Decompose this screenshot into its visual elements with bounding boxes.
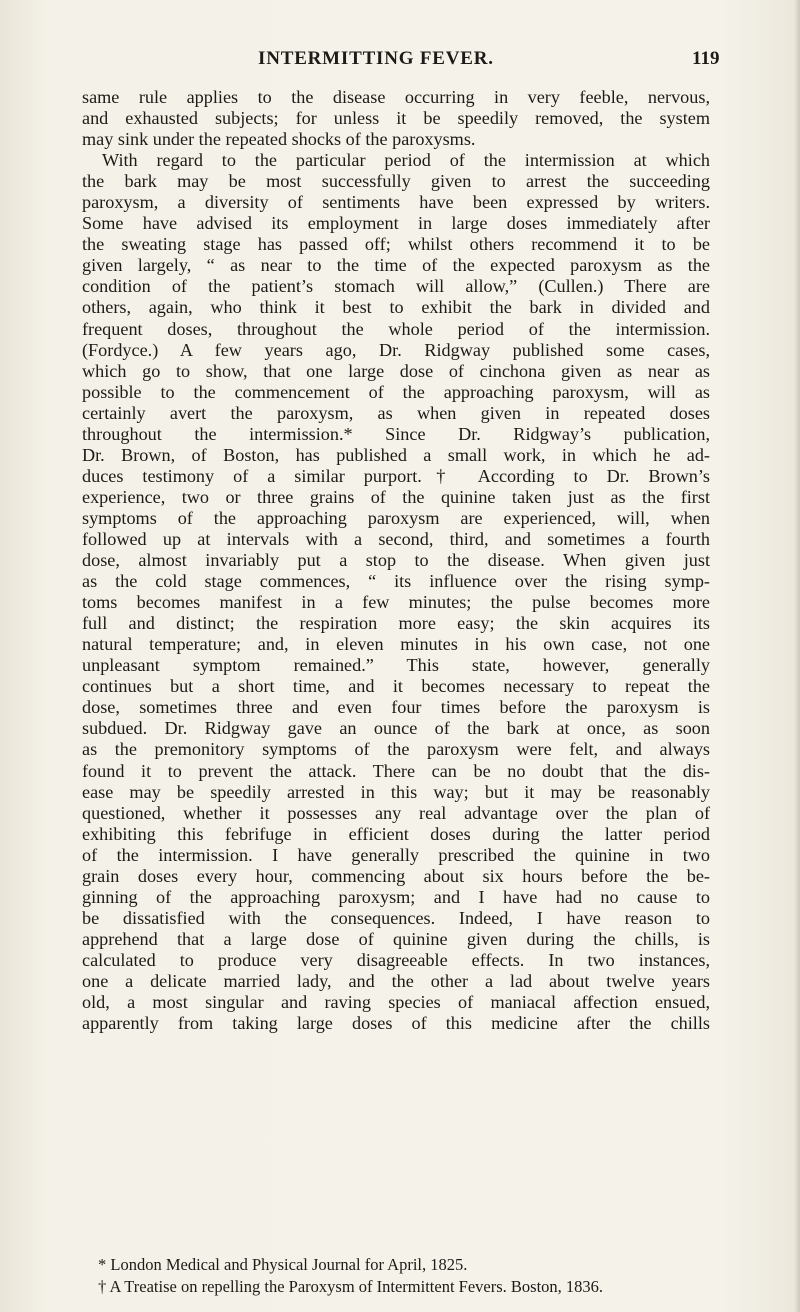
text-line: the sweating stage has passed off; whilst others recommend it to be	[82, 234, 710, 255]
text-line: may sink under the repeated shocks of the paroxysms.	[82, 129, 476, 150]
text-line: exhibiting this febrifuge in efficient doses during the latter period	[82, 823, 710, 844]
footnotes	[82, 1254, 710, 1298]
text-line: Some have advised its employment in large doses immediately after	[82, 213, 710, 234]
footnote: † A Treatise on repelling the Paroxysm of Intermittent Fevers. Boston, 1836.	[98, 1277, 604, 1296]
text-line: be dissatisfied with the consequences. Indeed, I have reason to	[82, 907, 710, 928]
text-line: experience, two or three grains of the quinine taken just as the first	[82, 486, 710, 507]
text-line: as the premonitory symptoms of the paroxysm were felt, and always	[82, 739, 710, 760]
text-line: one a delicate married lady, and the other a lad about twelve years	[82, 970, 710, 991]
text-line: questioned, whether it possesses any real advantage over the plan of	[82, 802, 710, 823]
text-line: grain doses every hour, commencing about six hours before the be-	[82, 865, 710, 886]
text-line: (Fordyce.) A few years ago, Dr. Ridgway published some cases,	[82, 339, 710, 360]
text-line: apprehend that a large dose of quinine given during the chills, is	[82, 928, 710, 949]
text-line: as the cold stage commences, “ its influence over the rising symp-	[82, 571, 710, 592]
text-line: ginning of the approaching paroxysm; and I have had no cause to	[82, 886, 710, 907]
text-line: found it to prevent the attack. There can be no doubt that the dis-	[82, 760, 710, 781]
text-line: full and distinct; the respiration more easy; the skin acquires its	[82, 613, 710, 634]
text-line: subdued. Dr. Ridgway gave an ounce of the bark at once, as soon	[82, 718, 710, 739]
page-edge-shadow	[794, 0, 800, 1312]
running-head: INTERMITTING FEVER.	[258, 48, 494, 69]
text-line: toms becomes manifest in a few minutes; the pulse becomes more	[82, 592, 710, 613]
text-line: dose, almost invariably put a stop to the disease. When given just	[82, 550, 710, 571]
text-line: of the intermission. I have generally prescribed the quinine in two	[82, 844, 710, 865]
footnote: * London Medical and Physical Journal for April, 1825.	[98, 1255, 468, 1274]
text-line: possible to the commencement of the approaching paroxysm, will as	[82, 381, 710, 402]
text-line: the bark may be most successfully given to arrest the succeeding	[82, 171, 710, 192]
text-line: and exhausted subjects; for unless it be speedily removed, the system	[82, 108, 710, 129]
text-line: natural temperature; and, in eleven minutes in his own case, not one	[82, 634, 710, 655]
text-line: frequent doses, throughout the whole period of the intermission.	[82, 318, 710, 339]
text-line: calculated to produce very disagreeable effects. In two instances,	[82, 949, 710, 970]
text-line: condition of the patient’s stomach will allow,” (Cullen.) There are	[82, 276, 710, 297]
text-line: dose, sometimes three and even four times before the paroxysm is	[82, 697, 710, 718]
text-line: given largely, “ as near to the time of the expected paroxysm as the	[82, 255, 710, 276]
text-line: same rule applies to the disease occurring in very feeble, nervous,	[82, 87, 710, 107]
text-line: paroxysm, a diversity of sentiments have been expressed by writers.	[82, 192, 710, 213]
text-line: continues but a short time, and it becomes necessary to repeat the	[82, 676, 710, 697]
text-line: old, a most singular and raving species of maniacal affection ensued,	[82, 992, 710, 1013]
text-line: throughout the intermission.* Since Dr. Ridgway’s publication,	[82, 423, 710, 444]
text-line: duces testimony of a similar purport.† According to Dr. Brown’s	[82, 465, 710, 486]
text-line: Dr. Brown, of Boston, has published a small work, in which he ad-	[82, 444, 710, 465]
text-line: With regard to the particular period of the intermission at which	[102, 150, 710, 171]
page-number: 119	[692, 48, 720, 69]
page-header	[0, 48, 800, 78]
text-line: certainly avert the paroxysm, as when given in repeated doses	[82, 402, 710, 423]
text-line: ease may be speedily arrested in this way; but it may be reasonably	[82, 781, 710, 802]
text-line: others, again, who think it best to exhibit the bark in divided and	[82, 297, 710, 318]
text-line: symptoms of the approaching paroxysm are experienced, will, when	[82, 507, 710, 528]
body-text	[82, 87, 710, 1034]
text-line: apparently from taking large doses of this medicine after the chills	[82, 1013, 710, 1034]
text-line: which go to show, that one large dose of cinchona given as near as	[82, 360, 710, 381]
text-line: followed up at intervals with a second, third, and sometimes a fourth	[82, 528, 710, 549]
text-line: unpleasant symptom remained.” This state, however, generally	[82, 655, 710, 676]
